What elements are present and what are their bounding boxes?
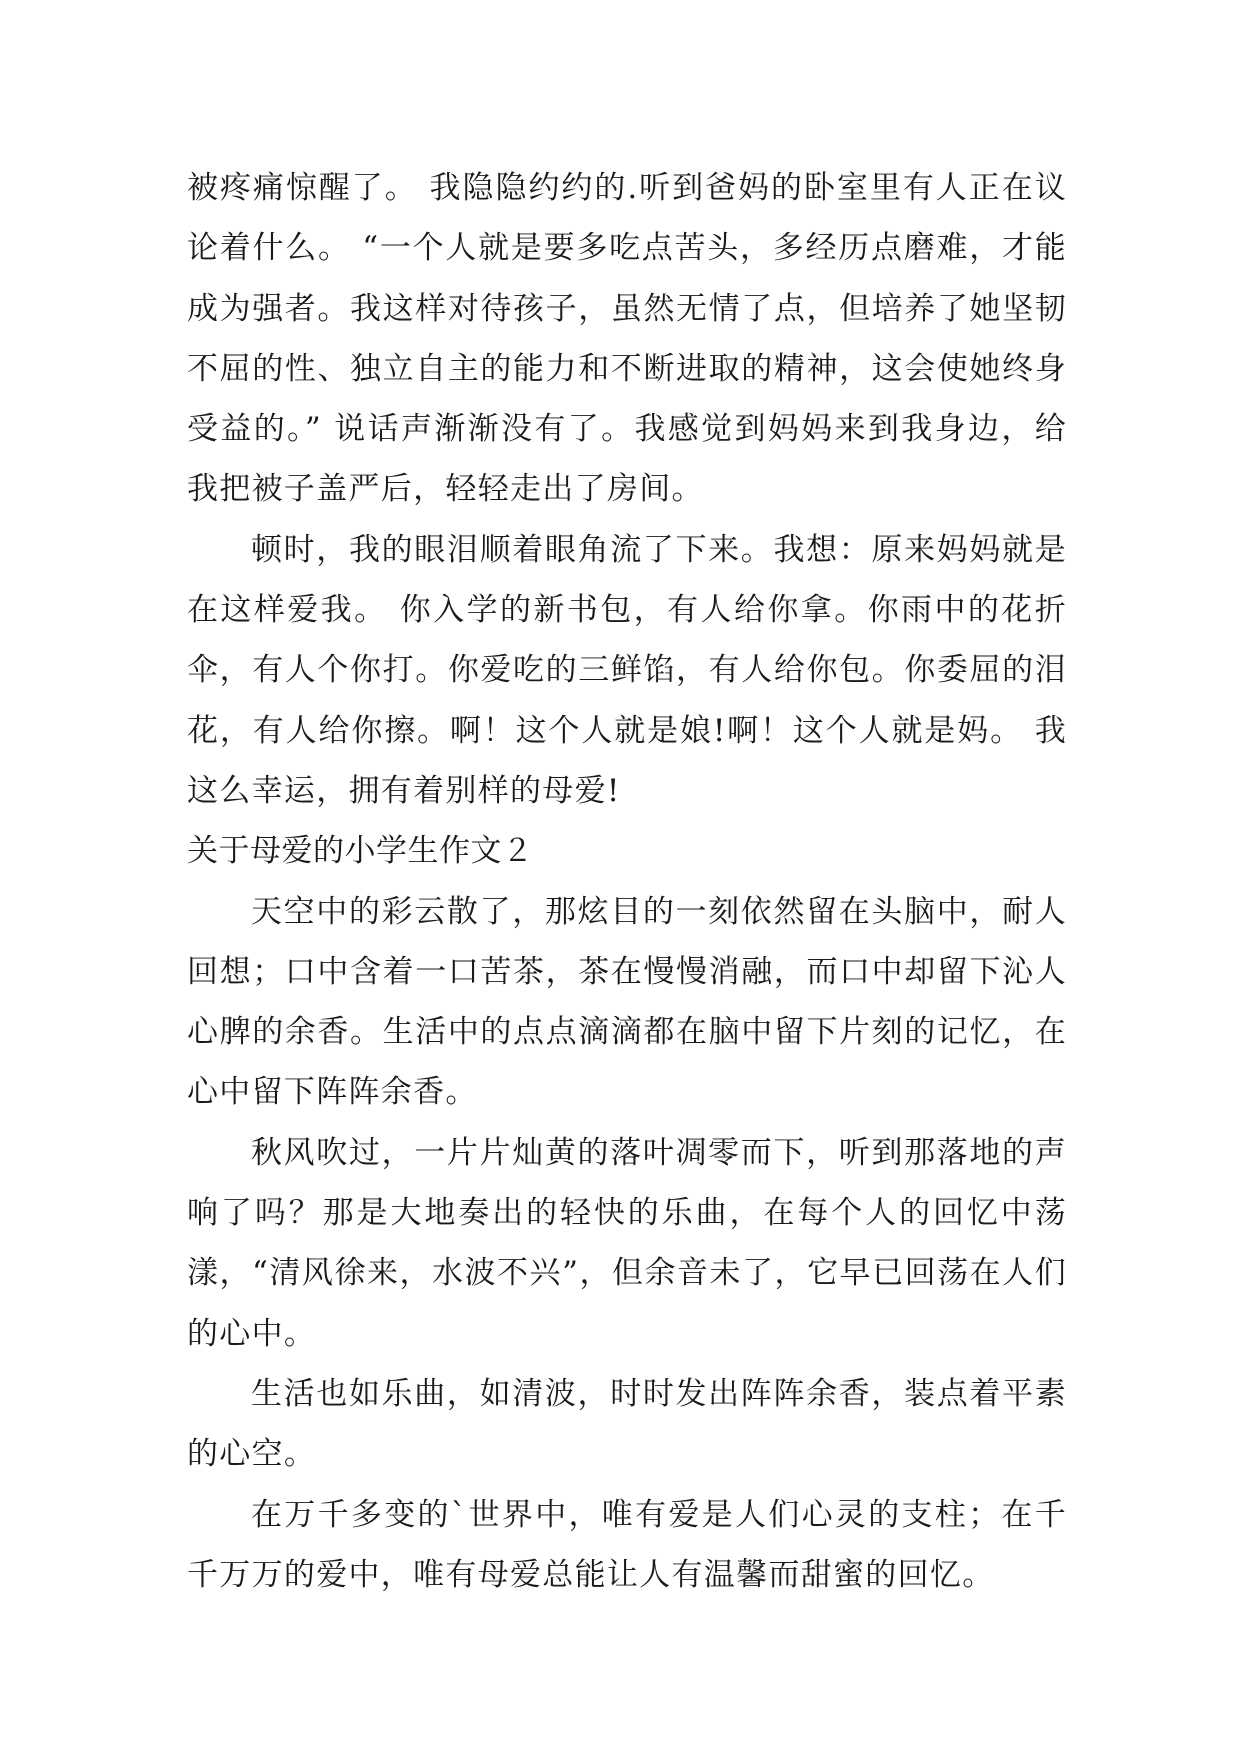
paragraph: 顿时，我的眼泪顺着眼角流了下来。我想：原来妈妈就是在这样爱我。 你入学的新书包，有人给你拿。你雨中的花折伞，有人个你打。你爱吃的三鲜馅，有人给你包。你委屈的泪花，有人给你擦。啊！这个人就是娘!啊！这个人就是妈。 我这么幸运，拥有着别样的母爱! [187,531,1067,809]
document-body [187,158,1067,1605]
paragraph-continued: 被疼痛惊醒了。 我隐隐约约的.听到爸妈的卧室里有人正在议论着什么。 “一个人就是要多吃点苦头，多经历点磨难，才能成为强者。我这样对待孩子，虽然无情了点，但培养了她坚韧不屈的性、独立自主的能力和不断进取的精神，这会使她终身受益的。” 说话声渐渐没有了。我感觉到妈妈来到我身边，给我把被子盖严后，轻轻走出了房间。 [187,170,1067,508]
paragraph: 秋风吹过，一片片灿黄的落叶凋零而下，听到那落地的声响了吗？那是大地奏出的轻快的乐曲，在每个人的回忆中荡漾，“清风徐来，水波不兴”，但余音未了，它早已回荡在人们的心中。 [187,1134,1067,1352]
paragraph: 生活也如乐曲，如清波，时时发出阵阵余香，装点着平素的心空。 [187,1375,1067,1473]
paragraph: 在万千多变的`世界中，唯有爱是人们心灵的支柱；在千千万万的爱中，唯有母爱总能让人有温馨而甜蜜的回忆。 [187,1496,1067,1593]
paragraph: 天空中的彩云散了，那炫目的一刻依然留在头脑中，耐人回想；口中含着一口苦茶，茶在慢慢消融，而口中却留下沁人心脾的余香。生活中的点点滴滴都在脑中留下片刻的记忆，在心中留下阵阵余香。 [187,893,1067,1111]
essay-heading: 关于母爱的小学生作文２ [187,833,534,870]
